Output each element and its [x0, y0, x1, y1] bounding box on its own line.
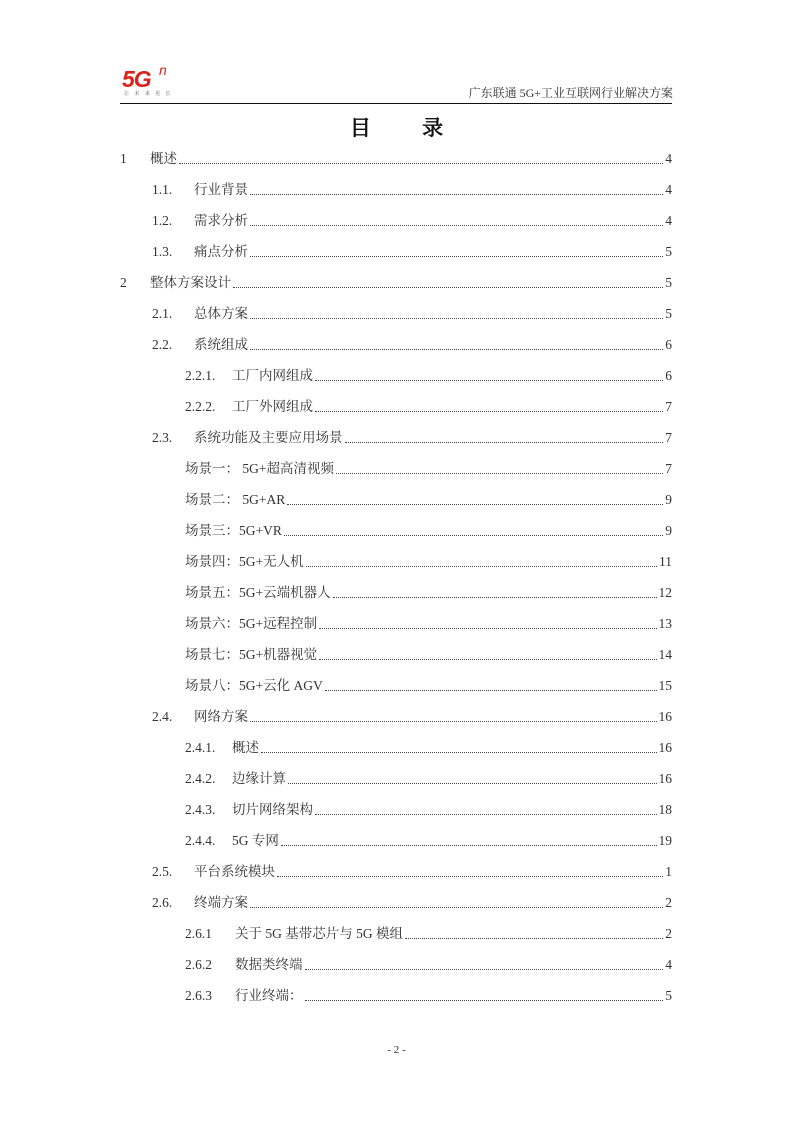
logo-superscript: n	[159, 62, 167, 78]
toc-entry[interactable]	[185, 677, 672, 695]
toc-entry-label: 平台系统模块	[194, 864, 275, 879]
toc-entry-label: 系统功能及主要应用场景	[194, 430, 343, 445]
toc-entry[interactable]	[152, 894, 672, 912]
toc-entry-page: 11	[659, 554, 672, 569]
toc-entry-page: 16	[658, 709, 672, 724]
toc-entry-number: 1.2.	[152, 213, 173, 228]
toc-entry[interactable]	[152, 863, 672, 881]
toc-entry-page: 15	[658, 678, 672, 693]
dot-leader	[306, 566, 657, 567]
toc-entry[interactable]	[120, 150, 672, 168]
toc-entry[interactable]	[185, 398, 672, 416]
toc-entry-number: 2.6.3	[185, 988, 212, 1003]
toc-entry[interactable]	[152, 708, 672, 726]
toc-entry-page: 4	[665, 182, 672, 197]
dot-leader	[250, 194, 663, 195]
toc-entry-page: 6	[665, 337, 672, 352]
toc-entry-label: 概述	[150, 151, 177, 166]
toc-entry-page: 7	[665, 399, 672, 414]
toc-entry-number: 2.6.	[152, 895, 173, 910]
dot-leader	[261, 752, 657, 753]
toc-entry[interactable]	[185, 646, 672, 664]
toc-entry[interactable]	[185, 925, 672, 943]
toc-entry-page: 1	[665, 864, 672, 879]
dot-leader	[325, 690, 657, 691]
toc-entry-label: 场景三：5G+VR	[185, 523, 282, 538]
toc-entry-label: 切片网络架构	[232, 802, 313, 817]
toc-entry[interactable]	[185, 522, 672, 540]
dot-leader	[333, 597, 657, 598]
toc-entry[interactable]	[185, 584, 672, 602]
toc-entry-label: 场景一： 5G+超高清视频	[185, 461, 334, 476]
dot-leader	[250, 349, 663, 350]
logo-mark: 5G	[122, 66, 151, 92]
toc-entry-number: 1	[120, 151, 127, 166]
toc-entry-page: 18	[658, 802, 672, 817]
toc-entry-number: 2.1.	[152, 306, 173, 321]
toc-entry[interactable]	[120, 274, 672, 292]
dot-leader	[305, 1000, 664, 1001]
dot-leader	[315, 814, 657, 815]
dot-leader	[336, 473, 663, 474]
toc-entry-number: 1.3.	[152, 244, 173, 259]
toc-entry[interactable]	[152, 212, 672, 230]
page-number: - 2 -	[387, 1044, 406, 1056]
toc-entry-page: 14	[658, 647, 672, 662]
toc-entry-page: 7	[665, 461, 672, 476]
toc-entry-label: 行业终端：	[235, 988, 303, 1003]
toc-entry-number: 1.1.	[152, 182, 173, 197]
dot-leader	[281, 845, 657, 846]
dot-leader	[250, 721, 657, 722]
toc-entry-number: 2.4.3.	[185, 802, 216, 817]
dot-leader	[250, 907, 663, 908]
dot-leader	[315, 380, 663, 381]
toc-entry-number: 2.2.1.	[185, 368, 216, 383]
toc-entry-label: 5G 专网	[232, 833, 279, 848]
dot-leader	[287, 504, 663, 505]
toc-entry-number: 2.5.	[152, 864, 173, 879]
toc-entry-page: 4	[665, 213, 672, 228]
dot-leader	[277, 876, 663, 877]
toc-entry-number: 2.3.	[152, 430, 173, 445]
toc-entry-label: 场景二： 5G+AR	[185, 492, 286, 507]
toc-entry-label: 场景四：5G+无人机	[185, 554, 304, 569]
toc-entry[interactable]	[152, 305, 672, 323]
toc-entry-page: 12	[658, 585, 672, 600]
toc-entry-page: 2	[665, 926, 672, 941]
toc-entry-page: 5	[665, 244, 672, 259]
toc-title: 目 录	[349, 116, 466, 140]
toc-entry-label: 总体方案	[194, 306, 248, 321]
toc-entry-page: 2	[665, 895, 672, 910]
dot-leader	[305, 969, 664, 970]
toc-entry[interactable]	[185, 553, 672, 571]
dot-leader	[319, 659, 656, 660]
toc-entry-label: 整体方案设计	[150, 275, 231, 290]
toc-entry-page: 4	[665, 957, 672, 972]
dot-leader	[179, 163, 663, 164]
toc-entry[interactable]	[185, 987, 672, 1005]
toc-entry-page: 16	[658, 740, 672, 755]
toc-entry-page: 4	[665, 151, 672, 166]
document-header-title: 广东联通 5G+工业互联网行业解决方案	[468, 86, 673, 100]
toc-entry-label: 边缘计算	[232, 771, 286, 786]
toc-entry-label: 需求分析	[194, 213, 248, 228]
dot-leader	[345, 442, 664, 443]
toc-entry[interactable]	[152, 336, 672, 354]
toc-entry-number: 2.6.2	[185, 957, 212, 972]
toc-entry-number: 2.2.2.	[185, 399, 216, 414]
dot-leader	[319, 628, 656, 629]
toc-entry[interactable]	[152, 181, 672, 199]
toc-entry-page: 19	[658, 833, 672, 848]
toc-entry-number: 2.6.1	[185, 926, 212, 941]
dot-leader	[405, 938, 663, 939]
toc-entry[interactable]	[185, 739, 672, 757]
toc-entry[interactable]	[152, 429, 672, 447]
toc-entry[interactable]	[185, 460, 672, 478]
brand-logo	[122, 62, 192, 102]
toc-entry-page: 5	[665, 275, 672, 290]
toc-entry-label: 场景六：5G+远程控制	[185, 616, 318, 631]
toc-entry-label: 关于 5G 基带芯片与 5G 模组	[235, 926, 403, 941]
dot-leader	[288, 783, 657, 784]
toc-entry-label: 网络方案	[194, 709, 248, 724]
toc-entry-label: 痛点分析	[194, 244, 248, 259]
toc-entry-label: 场景八：5G+云化 AGV	[185, 678, 323, 693]
toc-entry-label: 工厂外网组成	[232, 399, 313, 414]
toc-entry[interactable]	[185, 956, 672, 974]
toc-entry-number: 2.4.1.	[185, 740, 216, 755]
toc-entry-page: 13	[658, 616, 672, 631]
toc-entry[interactable]	[185, 770, 672, 788]
header-divider	[120, 103, 672, 104]
toc-entry-label: 工厂内网组成	[232, 368, 313, 383]
toc-entry-label: 数据类终端	[235, 957, 303, 972]
dot-leader	[233, 287, 663, 288]
toc-entry-page: 6	[665, 368, 672, 383]
toc-entry-number: 2.4.2.	[185, 771, 216, 786]
toc-entry-page: 9	[665, 523, 672, 538]
toc-entry-label: 系统组成	[194, 337, 248, 352]
toc-entry-label: 场景七：5G+机器视觉	[185, 647, 318, 662]
dot-leader	[315, 411, 663, 412]
toc-entry[interactable]	[152, 243, 672, 261]
dot-leader	[250, 318, 663, 319]
toc-entry[interactable]	[185, 832, 672, 850]
toc-entry[interactable]	[185, 367, 672, 385]
toc-entry[interactable]	[185, 615, 672, 633]
toc-entry-label: 终端方案	[194, 895, 248, 910]
toc-entry-page: 9	[665, 492, 672, 507]
toc-entry-number: 2.4.	[152, 709, 173, 724]
dot-leader	[250, 256, 663, 257]
toc-entry[interactable]	[185, 491, 672, 509]
toc-entry-page: 5	[665, 988, 672, 1003]
logo-slogan: 让 未 来 更 长	[124, 91, 173, 97]
toc-entry-page: 7	[665, 430, 672, 445]
toc-entry-label: 概述	[232, 740, 259, 755]
toc-entry-label: 行业背景	[194, 182, 248, 197]
dot-leader	[284, 535, 663, 536]
toc-entry-number: 2.4.4.	[185, 833, 216, 848]
toc-entry[interactable]	[185, 801, 672, 819]
toc-entry-number: 2	[120, 275, 127, 290]
toc-entry-number: 2.2.	[152, 337, 173, 352]
toc-entry-page: 5	[665, 306, 672, 321]
toc-entry-page: 16	[658, 771, 672, 786]
toc-entry-label: 场景五：5G+云端机器人	[185, 585, 331, 600]
dot-leader	[250, 225, 663, 226]
